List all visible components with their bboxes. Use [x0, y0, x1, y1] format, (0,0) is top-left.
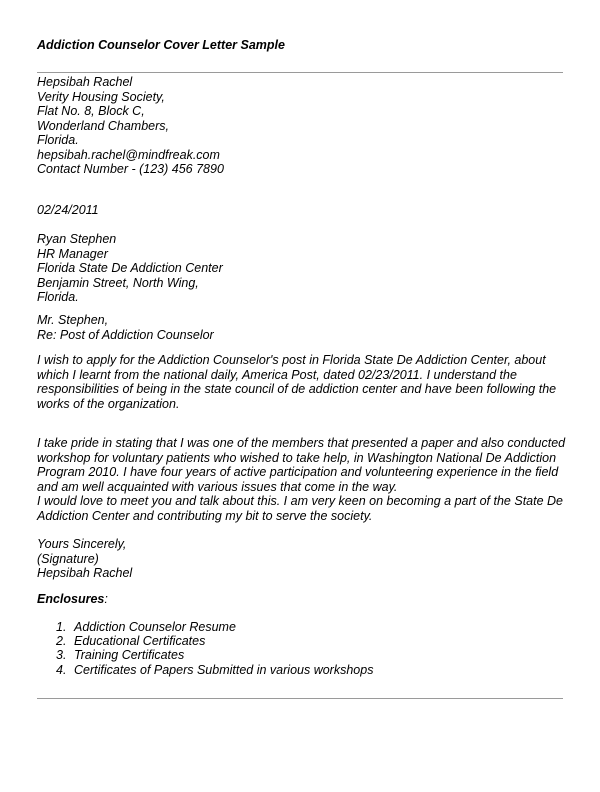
list-item-number: 3.	[56, 648, 67, 663]
enclosures-colon: :	[104, 592, 108, 606]
recipient-organization: Florida State De Addiction Center	[37, 261, 223, 275]
sender-address-line: Flat No. 8, Block C,	[37, 104, 145, 118]
paragraph-line: Program 2010. I have four years of active participation and volunteering experience in the field	[37, 465, 559, 479]
enclosures-list	[56, 620, 373, 677]
salutation	[37, 313, 563, 342]
sender-email: hepsibah.rachel@mindfreak.com	[37, 147, 220, 162]
recipient-address	[37, 232, 563, 305]
letter-date	[37, 203, 563, 218]
recipient-name: Ryan Stephen	[37, 232, 117, 246]
sender-address-line: Florida.	[37, 133, 79, 147]
paragraph-line: I take pride in stating that I was one of the members that presented a paper and also conducted	[37, 436, 566, 450]
recipient-address-line: Florida.	[37, 290, 79, 304]
list-item-number: 2.	[56, 634, 67, 649]
list-item-text: Training Certificates	[74, 648, 185, 663]
bottom-divider	[37, 698, 563, 699]
sender-address-line: Verity Housing Society,	[37, 89, 165, 104]
list-item-number: 1.	[56, 620, 67, 634]
body-paragraph-1	[37, 353, 565, 411]
document-title: Addiction Counselor Cover Letter Sample	[37, 38, 285, 52]
signature-placeholder: (Signature)	[37, 551, 99, 566]
list-item	[56, 620, 373, 634]
greeting: Mr. Stephen,	[37, 313, 109, 327]
paragraph-line: and am well acquainted with various issues that come in the way.	[37, 479, 398, 494]
body-paragraph-2	[37, 436, 565, 494]
list-item-text: Certificates of Papers Submitted in various workshops	[74, 662, 374, 677]
top-divider	[37, 72, 563, 73]
subject-line: Re: Post of Addiction Counselor	[37, 327, 214, 342]
list-item-number: 4.	[56, 662, 67, 677]
signer-name: Hepsibah Rachel	[37, 566, 133, 580]
list-item	[56, 634, 373, 648]
paragraph-line: works of the organization.	[37, 396, 180, 411]
recipient-address-line: Benjamin Street, North Wing,	[37, 275, 199, 290]
sender-address	[37, 75, 563, 177]
paragraph-line: I would love to meet you and talk about this. I am very keen on becoming a part of the State De	[37, 494, 563, 508]
recipient-title: HR Manager	[37, 246, 108, 261]
enclosures-heading-text: Enclosures	[37, 592, 105, 606]
closing	[37, 537, 563, 581]
sender-phone: Contact Number - (123) 456 7890	[37, 162, 224, 176]
enclosures-heading	[37, 592, 108, 607]
list-item-text: Educational Certificates	[74, 634, 206, 649]
sender-name: Hepsibah Rachel	[37, 75, 133, 89]
paragraph-line: responsibilities of being in the state council of de addiction center and have been following the	[37, 382, 557, 396]
list-item	[56, 663, 373, 677]
body-paragraph-3	[37, 494, 565, 523]
sender-address-line: Wonderland Chambers,	[37, 118, 170, 133]
date-text: 02/24/2011	[37, 203, 99, 217]
paragraph-line: I wish to apply for the Addiction Counselor's post in Florida State De Addiction Center, about	[37, 353, 546, 367]
list-item-text: Addiction Counselor Resume	[74, 620, 236, 634]
list-item	[56, 648, 373, 662]
valediction: Yours Sincerely,	[37, 537, 127, 551]
paragraph-line: Addiction Center and contributing my bit to serve the society.	[37, 508, 373, 523]
paragraph-line: workshop for voluntary patients who wished to take help, in Washington National De Addiction	[37, 450, 557, 465]
paragraph-line: which I learnt from the national daily, America Post, dated 02/23/2011. I understand the	[37, 367, 517, 382]
